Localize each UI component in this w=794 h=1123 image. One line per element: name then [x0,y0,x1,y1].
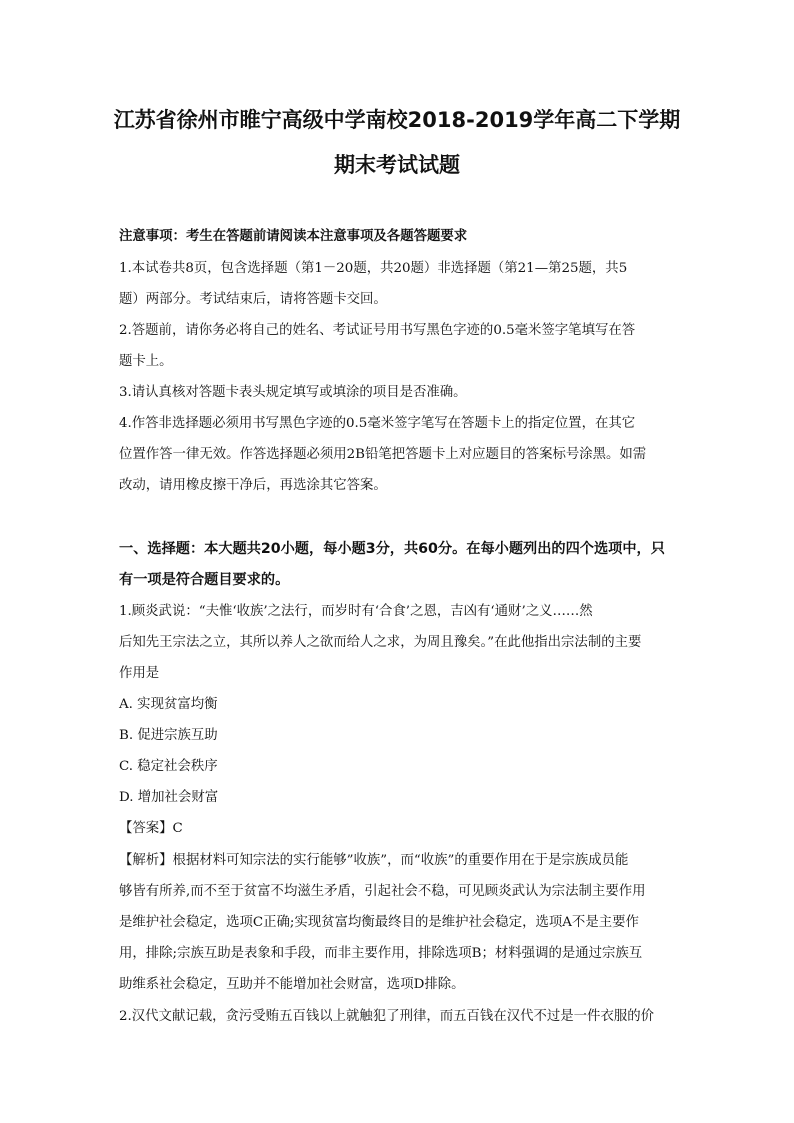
question-1-option-d: D. 增加社会财富 [119,790,219,805]
document-title-line-2: 期末考试试题 [334,153,460,177]
question-1-analysis: 【解析】根据材料可知宗法的实行能够”收族”，而“收族”的重要作用在于是宗族成员能 [119,853,629,868]
notice-line: 2.答题前，请你务必将自己的姓名、考试证号用书写黑色字迹的0.5毫米签字笔填写在答 [119,323,636,338]
notice-line: 3.请认真核对答题卡表头规定填写或填涂的项目是否准确。 [119,385,467,400]
question-1-analysis: 助维系社会稳定，互助并不能增加社会财富，选项D排除。 [119,977,465,992]
notice-line: 位置作答一律无效。作答选择题必须用2B铅笔把答题卡上对应题目的答案标号涂黑。如需 [119,447,647,462]
question-1-stem: 作用是 [119,666,160,681]
question-1-stem: 1.顾炎武说：“夫惟‘收族’之法行，而岁时有‘合食’之恩，吉凶有‘通财’之义……然 [119,604,593,619]
question-1-analysis: 是维护社会稳定，选项C正确;实现贫富均衡最终目的是维护社会稳定，选项A不是主要作 [119,915,639,930]
notice-line: 1.本试卷共8页，包含选择题（第1－20题，共20题）非选择题（第21—第25题，共5 [119,261,628,276]
notice-heading: 注意事项：考生在答题前请阅读本注意事项及各题答题要求 [119,229,468,244]
section-heading: 一、选择题：本大题共20小题，每小题3分，共60分。在每小题列出的四个选项中，只 [119,541,665,557]
notice-line: 4.作答非选择题必须用书写黑色字迹的0.5毫米签字笔写在答题卡上的指定位置，在其它 [119,416,636,431]
question-1-analysis: 够皆有所养,而不至于贫富不均滋生矛盾，引起社会不稳，可见顾炎武认为宗法制主要作用 [119,884,646,899]
question-1-option-a: A. 实现贫富均衡 [119,697,218,712]
question-1-answer: 【答案】C [119,821,183,836]
question-1-option-b: B. 促进宗族互助 [119,728,218,743]
question-1-analysis: 用，排除;宗族互助是表象和手段，而非主要作用，排除选项B；材料强调的是通过宗族互 [119,946,643,961]
section-heading: 有一项是符合题目要求的。 [119,572,290,588]
question-1-option-c: C. 稳定社会秩序 [119,759,218,774]
question-2-stem: 2.汉代文献记载，贪污受贿五百钱以上就触犯了刑律，而五百钱在汉代不过是一件衣服的价 [119,1009,655,1024]
notice-line: 题）两部分。考试结束后，请将答题卡交回。 [119,292,387,307]
notice-line: 题卡上。 [119,354,173,369]
notice-line: 改动，请用橡皮擦干净后，再选涂其它答案。 [119,478,387,493]
question-1-stem: 后知先王宗法之立，其所以养人之欲而给人之求，为周且豫矣。”在此他指出宗法制的主要 [119,635,642,650]
document-title-line-1: 江苏省徐州市睢宁高级中学南校2018-2019学年高二下学期 [113,108,681,132]
